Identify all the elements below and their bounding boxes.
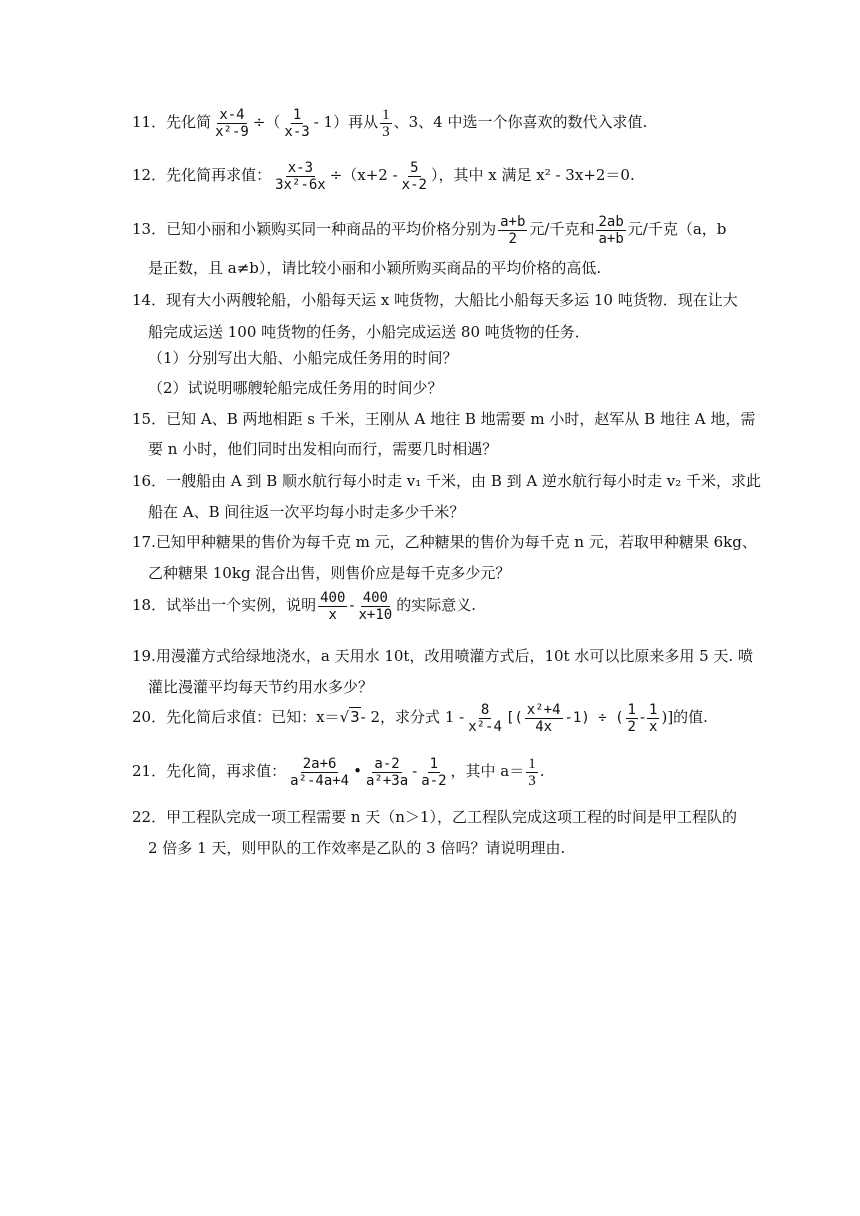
problem-22: 22．甲工程队完成一项工程需要 n 天（n＞1），乙工程队完成这项工程的时间是甲工程队的 xyxy=(132,808,737,826)
problem-16-line2: 船在 A、B 间往返一次平均每小时走多少千米？ xyxy=(148,503,465,521)
problem-15: 15．已知 A、B 两地相距 s 千米，王刚从 A 地往 B 地需要 m 小时，赵军从 B 地往 A 地，需 xyxy=(132,410,756,428)
fraction: $\frac{1}{x-3}$ xyxy=(284,106,310,140)
fraction: $\frac{1}{3}$ xyxy=(382,106,390,140)
fraction: $\frac{x-4}{\text{x²-9}}$ xyxy=(215,106,249,140)
problem-21: 21．先化简，再求值： $\frac{2a+6}{\text{a²-4a+4}}$ • $\frac{a-2}{\text{a²+3a}}$ - $\frac{1}{a-2}$ ，其中 a＝ $\frac{1}{3}$ . xyxy=(132,755,545,789)
problem-14: 14．现有大小两艘轮船，小船每天运 x 吨货物，大船比小船每天多运 10 吨货物．现在让大 xyxy=(132,291,738,309)
fraction: $\frac{2ab}{a+b}$ xyxy=(598,213,624,247)
fraction: $\frac{a+b}{2}$ xyxy=(500,213,526,247)
fraction: $\frac{x-3}{\text{3x²-6x}}$ xyxy=(275,159,326,193)
problem-19: 19.用漫灌方式给绿地浇水，a 天用水 10t，改用喷灌方式后，10t 水可以比原来多用 5 天. 喷 xyxy=(132,647,753,665)
problem-17: 17.已知甲种糖果的售价为每千克 m 元，乙种糖果的售价为每千克 n 元，若取甲种糖果 6kg、 xyxy=(132,533,757,551)
fraction: $\frac{2a+6}{\text{a²-4a+4}}$ xyxy=(290,755,350,789)
fraction: $\frac{\text{x²+4}}{4x}$ xyxy=(526,701,561,735)
problem-13: 13．已知小丽和小颖购买同一种商品的平均价格分别为 $\frac{a+b}{2}$ 元/千克和 $\frac{2ab}{a+b}$ 元/千克（a，b xyxy=(132,213,727,247)
fraction: $\frac{8}{\text{x²-4}}$ xyxy=(468,701,502,735)
fraction: $\frac{1}{a-2}$ xyxy=(421,755,447,789)
fraction: $\frac{400}{x}$ xyxy=(320,589,346,623)
fraction: $\frac{5}{x-2}$ xyxy=(401,159,427,193)
problem-20: 20．先化简后求值：已知：x＝√3- 2，求分式 1 - $\frac{8}{\text{x²-4}}$ [( $\frac{\text{x²+4}}{4x}$ -1) ÷ ( $\frac{1}{2}$ - $\frac{1}{x}$ )]的值. xyxy=(132,701,708,735)
fraction: $\frac{1}{3}$ xyxy=(528,755,536,789)
problem-16: 16．一艘船由 A 到 B 顺水航行每小时走 v₁ 千米，由 B 到 A 逆水航行每小时走 v₂ 千米，求此 xyxy=(132,472,761,490)
problem-14-sub2: （2）试说明哪艘轮船完成任务用的时间少？ xyxy=(148,379,443,397)
problem-11: 11．先化简 $\frac{x-4}{\text{x²-9}}$ ÷（ $\frac{1}{x-3}$ - 1）再从 $\frac{1}{3}$ 、3、4 中选一个你喜欢的数代入求值. xyxy=(132,106,648,140)
problem-22-line2: 2 倍多 1 天，则甲队的工作效率是乙队的 3 倍吗？请说明理由. xyxy=(148,839,566,857)
problem-14-line2: 船完成运送 100 吨货物的任务，小船完成运送 80 吨货物的任务． xyxy=(148,323,590,341)
problem-12: 12．先化简再求值： $\frac{x-3}{\text{3x²-6x}}$ ÷（x+2 - $\frac{5}{x-2}$ ），其中 x 满足 x² - 3x+2＝0. xyxy=(132,159,635,193)
problem-13-line2: 是正数，且 a≠b），请比较小丽和小颖所购买商品的平均价格的高低. xyxy=(148,259,602,277)
fraction: $\frac{a-2}{\text{a²+3a}}$ xyxy=(365,755,409,789)
problem-19-line2: 灌比漫灌平均每天节约用水多少？ xyxy=(148,678,374,696)
problem-14-sub1: （1）分别写出大船、小船完成任务用的时间？ xyxy=(148,349,458,367)
problem-15-line2: 要 n 小时，他们同时出发相向而行，需要几时相遇？ xyxy=(148,440,498,458)
sqrt-sign: √3 xyxy=(339,708,360,726)
problem-17-line2: 乙种糖果 10kg 混合出售，则售价应是每千克多少元？ xyxy=(148,564,511,582)
fraction: $\frac{1}{x}$ xyxy=(649,701,658,735)
fraction: $\frac{1}{2}$ xyxy=(627,701,636,735)
problem-18: 18．试举出一个实例，说明 $\frac{400}{x}$ - $\frac{400}{x+10}$ 的实际意义. xyxy=(132,589,476,623)
fraction: $\frac{400}{x+10}$ xyxy=(358,589,393,623)
